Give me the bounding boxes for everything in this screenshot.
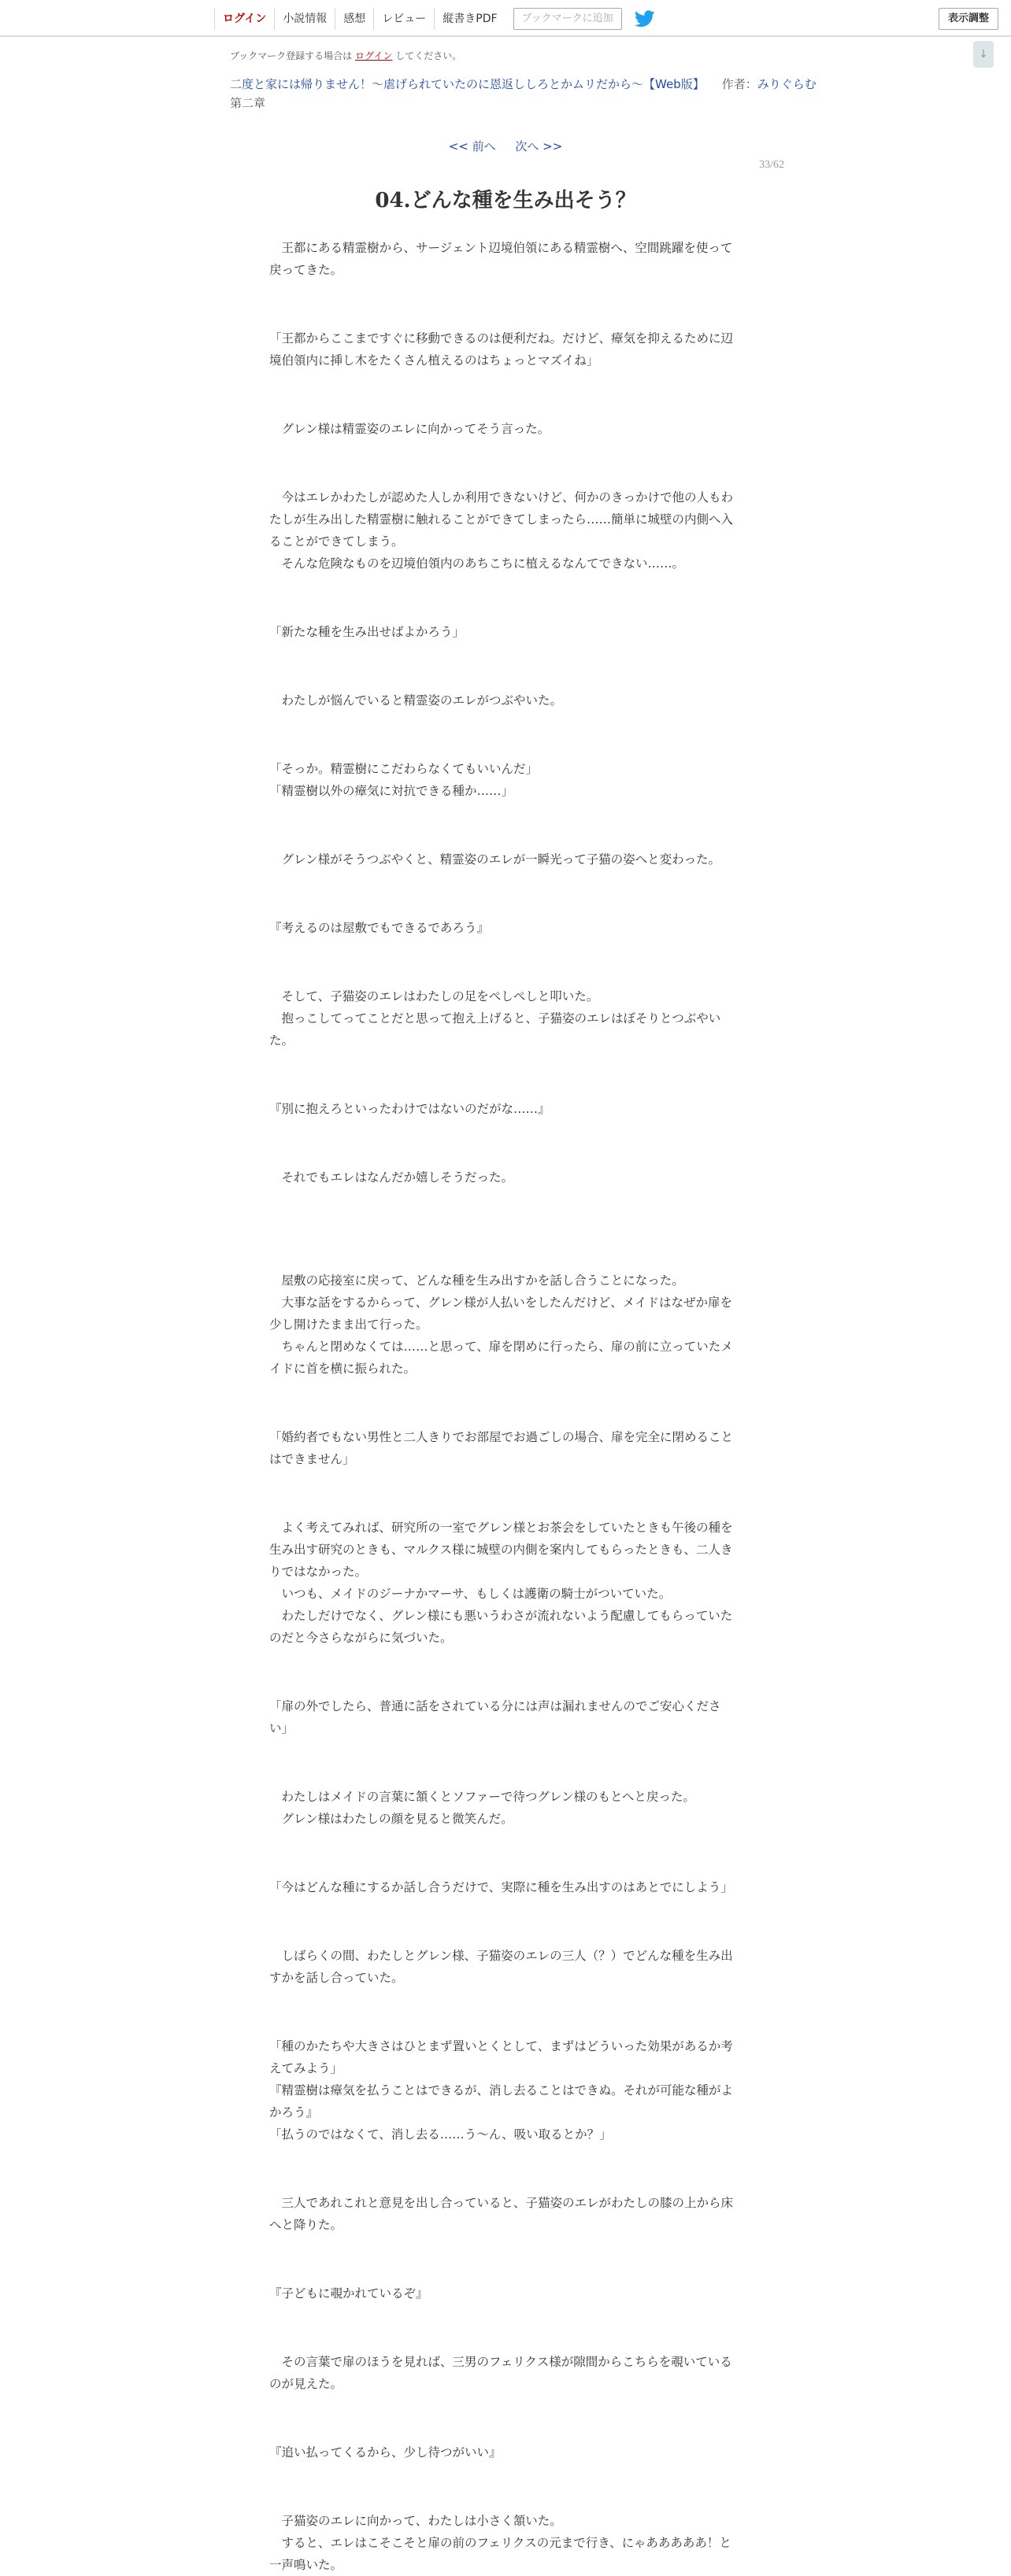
- twitter-icon[interactable]: [635, 10, 655, 28]
- review-link[interactable]: レビュー: [373, 8, 434, 30]
- body-paragraph: 『精霊樹は瘴気を払うことはできるが、消し去ることはできぬ。それが可能な種がよかろう』: [269, 2083, 734, 2120]
- blank-line: [269, 587, 739, 609]
- series-info: [230, 76, 817, 92]
- blank-line: [269, 1482, 739, 1504]
- body-paragraph: 「種のかたちや大きさはひとまず置いとくとして、まずはどういった効果があるか考えてみよう」: [269, 2038, 733, 2075]
- blank-line: [269, 1661, 739, 1683]
- page-count: 33/62: [759, 159, 784, 171]
- body-paragraph: 『別に抱えろといったわけではないのだがな……』: [269, 1102, 550, 1116]
- body-paragraph: わたしが悩んでいると精霊姿のエレがつぶやいた。: [269, 693, 563, 708]
- notice-login-link[interactable]: ログイン: [355, 50, 393, 61]
- blank-line: [269, 656, 739, 678]
- vertical-pdf-link[interactable]: 縦書きPDF: [434, 8, 505, 30]
- body-paragraph: 「婚約者でもない男性と二人きりでお部屋でお過ごしの場合、扉を完全に閉めることはできません」: [269, 1429, 734, 1466]
- body-paragraph: 抱っこしてってことだと思って抱え上げると、子猫姿のエレはぼそりとつぶやいた。: [269, 1011, 721, 1048]
- body-paragraph: 「払うのではなくて、消し去る……う～ん、吸い取るとか？」: [269, 2127, 612, 2142]
- body-paragraph: グレン様は精霊姿のエレに向かってそう言った。: [269, 422, 550, 436]
- author-link[interactable]: みりぐらむ: [757, 77, 817, 91]
- blank-line: [269, 2407, 739, 2429]
- body-paragraph: わたしだけでなく、グレン様にも悪いうわさが流れないよう配慮してもらっていたのだと今さらながらに気づいた。: [269, 1608, 733, 1645]
- body-paragraph: 「新たな種を生み出せばよかろう」: [269, 625, 465, 639]
- body-paragraph: それでもエレはなんだか嬉しそうだった。: [269, 1170, 514, 1185]
- blank-line: [269, 1201, 739, 1223]
- blank-line: [269, 1235, 739, 1257]
- body-paragraph: 三人であれこれと意見を出し合っていると、子猫姿のエレがわたしの膝の上から床へと降りた。: [269, 2195, 734, 2232]
- blank-line: [269, 1842, 739, 1864]
- chapter-title: 第二章: [230, 96, 266, 110]
- blank-line: [269, 724, 739, 746]
- pager: [0, 138, 1011, 154]
- body-paragraph: すると、エレはこそこそと扉の前のフェリクスの元まで行き、にゃあああああ！と一声鳴いた。: [269, 2535, 731, 2572]
- body-paragraph: 「扉の外でしたら、普通に話をされている分には声は漏れませんのでご安心ください」: [269, 1698, 721, 1735]
- body-paragraph: そして、子猫姿のエレはわたしの足をぺしぺしと叩いた。: [269, 989, 599, 1003]
- body-paragraph: いつも、メイドのジーナかマーサ、もしくは護衛の騎士がついていた。: [269, 1586, 672, 1601]
- blank-line: [269, 1391, 739, 1414]
- blank-line: [269, 294, 739, 316]
- body-paragraph: 「今はどんな種にするか話し合うだけで、実際に種を生み出すのはあとでにしよう」: [269, 1879, 733, 1894]
- blank-line: [269, 2001, 739, 2023]
- blank-line: [269, 1751, 739, 1773]
- add-bookmark-button[interactable]: ブックマークに追加: [513, 8, 622, 30]
- body-paragraph: グレン様がそうつぶやくと、精霊姿のエレが一瞬光って子猫の姿へと変わった。: [269, 852, 720, 867]
- body-paragraph: その言葉で扉のほうを見れば、三男のフェリクス様が隙間からこちらを覗いているのが見えた。: [269, 2354, 732, 2391]
- notice-text-before: ブックマーク登録する場合は: [230, 50, 353, 61]
- series-title-link[interactable]: 二度と家には帰りません！～虐げられていたのに恩返ししろとかムリだから～【Web版】: [230, 77, 705, 91]
- blank-line: [269, 2248, 739, 2270]
- body-paragraph: よく考えてみれば、研究所の一室でグレン様とお茶会をしていたときも午後の種を生み出す研究のときも、マルクス様に城壁の内側を案内してもらったときも、二人きりではなかった。: [269, 1520, 733, 1579]
- blank-line: [269, 1910, 739, 1932]
- blank-line: [269, 1133, 739, 1155]
- body-paragraph: しばらくの間、わたしとグレン様、子猫姿のエレの三人（？）でどんな種を生み出すかを話し合っていた。: [269, 1948, 733, 1985]
- notice-text-after: してください。: [395, 50, 462, 61]
- body-paragraph: 「そっか。精霊樹にこだわらなくてもいいんだ」: [269, 762, 539, 776]
- body-paragraph: 『考えるのは屋敷でもできるであろう』: [269, 921, 489, 935]
- body-paragraph: ちゃんと閉めなくては……と思って、扉を閉めに行ったら、扉の前に立っていたメイドに首を横に振られた。: [269, 1339, 733, 1376]
- blank-line: [269, 2475, 739, 2497]
- body-paragraph: そんな危険なものを辺境伯領内のあちこちに植えるなんてできない……。: [269, 556, 685, 571]
- top-nav-bar: [0, 0, 1011, 37]
- next-page-link[interactable]: 次へ >>: [515, 139, 563, 153]
- blank-line: [269, 815, 739, 837]
- login-link[interactable]: ログイン: [214, 8, 274, 30]
- impressions-link[interactable]: 感想: [335, 8, 373, 30]
- blank-line: [269, 453, 739, 475]
- body-paragraph: 『追い払ってくるから、少し待つがいい』: [269, 2445, 502, 2460]
- blank-line: [269, 384, 739, 406]
- prev-page-link[interactable]: << 前へ: [448, 139, 496, 153]
- body-paragraph: 「王都からここまですぐに移動できるのは便利だね。だけど、瘴気を抑えるために辺境伯領内に挿し木をたくさん植えるのはちょっとマズイね」: [269, 331, 734, 368]
- body-paragraph: 屋敷の応接室に戻って、どんな種を生み出すかを話し合うことになった。: [269, 1273, 684, 1288]
- novel-info-link[interactable]: 小説情報: [274, 8, 335, 30]
- blank-line: [269, 883, 739, 905]
- scroll-down-button[interactable]: ↓: [973, 41, 994, 68]
- blank-line: [269, 2157, 739, 2179]
- blank-line: [269, 2316, 739, 2338]
- author-label: 作者：: [721, 77, 757, 91]
- nav-menu: [214, 8, 655, 30]
- body-paragraph: 『子どもに覗かれているぞ』: [269, 2286, 428, 2301]
- login-notice: [230, 49, 461, 62]
- episode-title: 04.どんな種を生み出そう？: [375, 189, 636, 213]
- body-paragraph: 子猫姿のエレに向かって、わたしは小さく頷いた。: [269, 2513, 562, 2528]
- display-settings-button[interactable]: 表示調整: [939, 8, 998, 30]
- blank-line: [269, 952, 739, 974]
- novel-body: [269, 237, 739, 2576]
- body-paragraph: 今はエレかわたしが認めた人しか利用できないけど、何かのきっかけで他の人もわたしが生み出した精霊樹に触れることができてしまったら……簡単に城壁の内側へ入ることができてしまう。: [269, 490, 734, 549]
- body-paragraph: 大事な話をするからって、グレン様が人払いをしたんだけど、メイドはなぜか扉を少し開けたまま出て行った。: [269, 1295, 732, 1332]
- body-paragraph: 「精霊樹以外の瘴気に対抗できる種か……」: [269, 784, 514, 798]
- body-paragraph: グレン様はわたしの顔を見ると微笑んだ。: [269, 1811, 513, 1826]
- body-paragraph: 王都にある精霊樹から、サージェント辺境伯領にある精霊樹へ、空間跳躍を使って戻ってきた。: [269, 241, 733, 277]
- blank-line: [269, 1064, 739, 1086]
- body-paragraph: わたしはメイドの言葉に頷くとソファーで待つグレン様のもとへと戻った。: [269, 1789, 695, 1804]
